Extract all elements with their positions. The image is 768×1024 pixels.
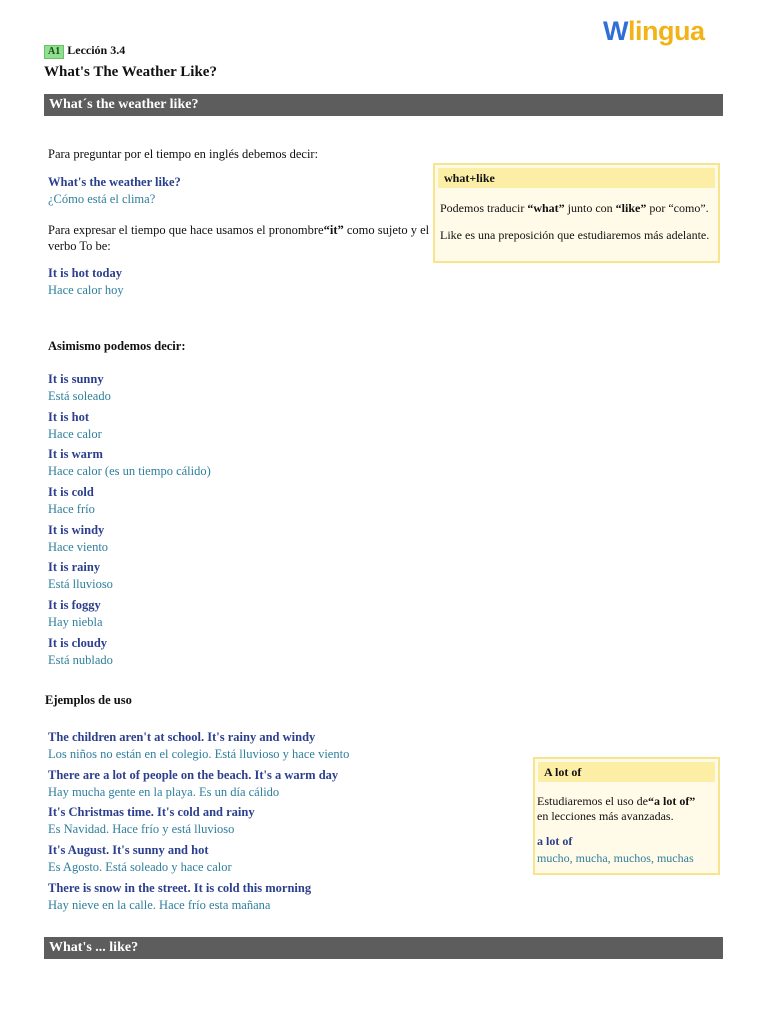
phrase-es: Hace frío [48,502,95,517]
expression-it: “it” [323,223,344,237]
note-term-like: “like” [615,201,647,215]
note-box-a-lot-of [533,757,720,875]
phrase-en: It is cold [48,485,94,500]
list-item [48,446,211,484]
phrase-es: Está lluvioso [48,577,113,592]
examples-heading: Ejemplos de uso [45,693,132,707]
examples-list [48,729,349,917]
example-es: Hace calor hoy [48,283,124,297]
note-line: Like es una preposición que estudiaremos más adelante. [440,228,710,242]
question-en: What's the weather like? [48,175,181,189]
phrase-en: It is cloudy [48,635,108,650]
list-item [48,484,211,522]
list-item [48,635,211,673]
logo-text: lingua [627,16,705,46]
question-es: ¿Cómo está el clima? [48,192,156,206]
list-item [48,409,211,447]
level-badge: A1 [44,45,64,59]
list-item [48,880,349,918]
note-text: junto con [564,201,616,215]
phrase-en: It is sunny [48,372,104,386]
note-line [535,794,718,824]
example-sentence-es: Es Agosto. Está soleado y hace calor [48,860,232,875]
example-sentence-en: It's Christmas time. It's cold and rainy [48,805,255,820]
phrase-en: It is hot [48,409,89,424]
note-term: “a lot of” [647,794,696,808]
also-heading: Asimismo podemos decir: [48,339,186,353]
example-sentence-en: It's August. It's sunny and hot [48,843,209,858]
note-term-en: a lot of [537,834,573,848]
phrase-es: Está soleado [48,389,111,403]
example-sentence-es: Hay nieve en la calle. Hace frío esta mañana [48,897,271,912]
example-sentence-es: Es Navidad. Hace frío y está lluvioso [48,822,235,837]
example-sentence-es: Hay mucha gente en la playa. Es un día cálido [48,784,280,799]
phrase-en: It is warm [48,447,103,462]
expression-pre: Para expresar el tiempo que hace usamos el pronombre [48,223,324,237]
phrase-en: It is rainy [48,560,101,575]
list-item [48,371,211,409]
list-item [48,522,211,560]
note-heading: A lot of [538,762,715,782]
list-item [48,559,211,597]
wlingua-logo [603,18,704,45]
example-en: It is hot today [48,266,122,280]
section-band-weather: What´s the weather like? [44,94,723,116]
lesson-number: Lección 3.4 [67,43,126,57]
intro-text: Para preguntar por el tiempo en inglés debemos decir: [48,147,319,161]
phrase-en: It is windy [48,522,105,537]
phrase-es: Está nublado [48,652,113,667]
example-sentence-es: Los niños no están en el colegio. Está lluvioso y hace viento [48,747,350,761]
note-term-what: “what” [527,201,565,215]
list-item [48,842,349,880]
note-text: Estudiaremos el uso de [537,794,648,808]
phrase-es: Hace viento [48,539,109,554]
note-box-what-like [433,163,720,263]
note-text: Podemos traducir [440,201,528,215]
example-sentence-en: There is snow in the street. It is cold this morning [48,880,312,895]
lesson-header [44,43,125,59]
list-item [48,597,211,635]
section-band-whats-like: What's ... like? [44,937,723,959]
expression-post: como sujeto y el verbo To be: [48,223,430,253]
note-heading: what+like [438,168,715,188]
logo-letter-w: W [603,16,628,46]
example-sentence-en: The children aren't at school. It's rainy and windy [48,730,316,744]
expression-text [48,222,430,254]
list-item [48,729,349,767]
list-item [48,804,349,842]
phrase-en: It is foggy [48,598,101,613]
list-item [48,767,349,805]
example-sentence-en: There are a lot of people on the beach. It's a warm day [48,767,339,782]
page-title: What's The Weather Like? [44,64,217,80]
phrase-es: Hace calor (es un tiempo cálido) [48,464,211,479]
phrase-es: Hace calor [48,426,102,441]
note-line [435,201,718,216]
note-text: por “como”. [646,201,709,215]
note-text: en lecciones más avanzadas. [537,809,674,823]
phrase-list [48,371,211,673]
note-term-es: mucho, mucha, muchos, muchas [537,851,694,865]
phrase-es: Hay niebla [48,615,103,630]
